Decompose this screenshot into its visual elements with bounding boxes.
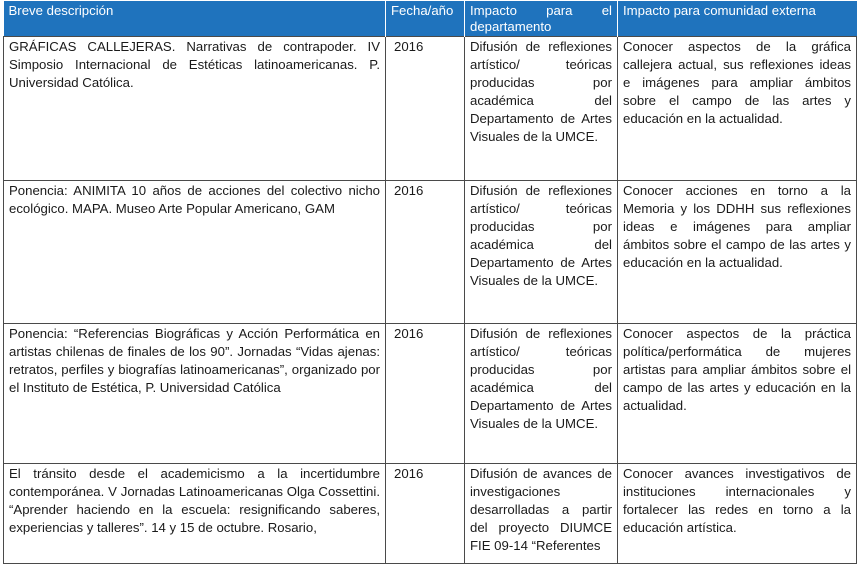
row-internal-impact: Difusión de reflexiones artístico/ teóricas producidas por académica del Departamento de Artes Visuales de la UMCE. [465, 324, 618, 464]
row-internal-impact: Difusión de reflexiones artístico/ teóricas producidas por académica del Departamento de Artes Visuales de la UMCE. [465, 37, 618, 181]
row-external-impact: Conocer avances investigativos de instituciones internacionales y fortalecer las redes en torno a la educación artística. [618, 464, 857, 564]
table-row [4, 464, 857, 564]
row-external-impact: Conocer aspectos de la práctica política/performática de mujeres artistas para ampliar ámbitos sobre el campo de las artes y educación en la actualidad. [618, 324, 857, 464]
table-row [4, 37, 857, 181]
table-row [4, 181, 857, 324]
row-description: Ponencia: ANIMITA 10 años de acciones del colectivo nicho ecológico. MAPA. Museo Arte Popular Americano, GAM [4, 181, 386, 324]
row-description: El tránsito desde el academicismo a la incertidumbre contemporánea. V Jornadas Latinoamericanas Olga Cossettini. “Aprender haciendo en la escuela: resignificando saberes, experiencias y talleres”. 14 y 15 de octubre. Rosario, [4, 464, 386, 564]
row-internal-impact: Difusión de reflexiones artístico/ teóricas producidas por académica del Departamento de Artes Visuales de la UMCE. [465, 181, 618, 324]
header-internal-impact: Impacto para el departamento [465, 1, 618, 37]
header-date: Fecha/año [386, 1, 465, 37]
header-description: Breve descripción [4, 1, 386, 37]
row-date: 2016 [386, 324, 465, 464]
row-description: GRÁFICAS CALLEJERAS. Narrativas de contrapoder. IV Simposio Internacional de Estéticas latinoamericanas. P. Universidad Católica. [4, 37, 386, 181]
row-date: 2016 [386, 181, 465, 324]
row-internal-impact: Difusión de avances de investigaciones desarrolladas a partir del proyecto DIUMCE FIE 09-14 “Referentes [465, 464, 618, 564]
activities-table [3, 1, 857, 564]
row-date: 2016 [386, 464, 465, 564]
table-header-row [4, 1, 857, 37]
row-date: 2016 [386, 37, 465, 181]
header-external-impact: Impacto para comunidad externa [618, 1, 857, 37]
row-external-impact: Conocer acciones en torno a la Memoria y los DDHH sus reflexiones ideas e imágenes para ampliar ámbitos sobre el campo de las artes y educación en la actualidad. [618, 181, 857, 324]
row-description: Ponencia: “Referencias Biográficas y Acción Performática en artistas chilenas de finales de los 90”. Jornadas “Vidas ajenas: retratos, perfiles y biografías latinoamericanas”, organizado por el Instituto de Estética, P. Universidad Católica [4, 324, 386, 464]
table-row [4, 324, 857, 464]
row-external-impact: Conocer aspectos de la gráfica callejera actual, sus reflexiones ideas e imágenes para ampliar ámbitos sobre el campo de las artes y educación en la actualidad. [618, 37, 857, 181]
